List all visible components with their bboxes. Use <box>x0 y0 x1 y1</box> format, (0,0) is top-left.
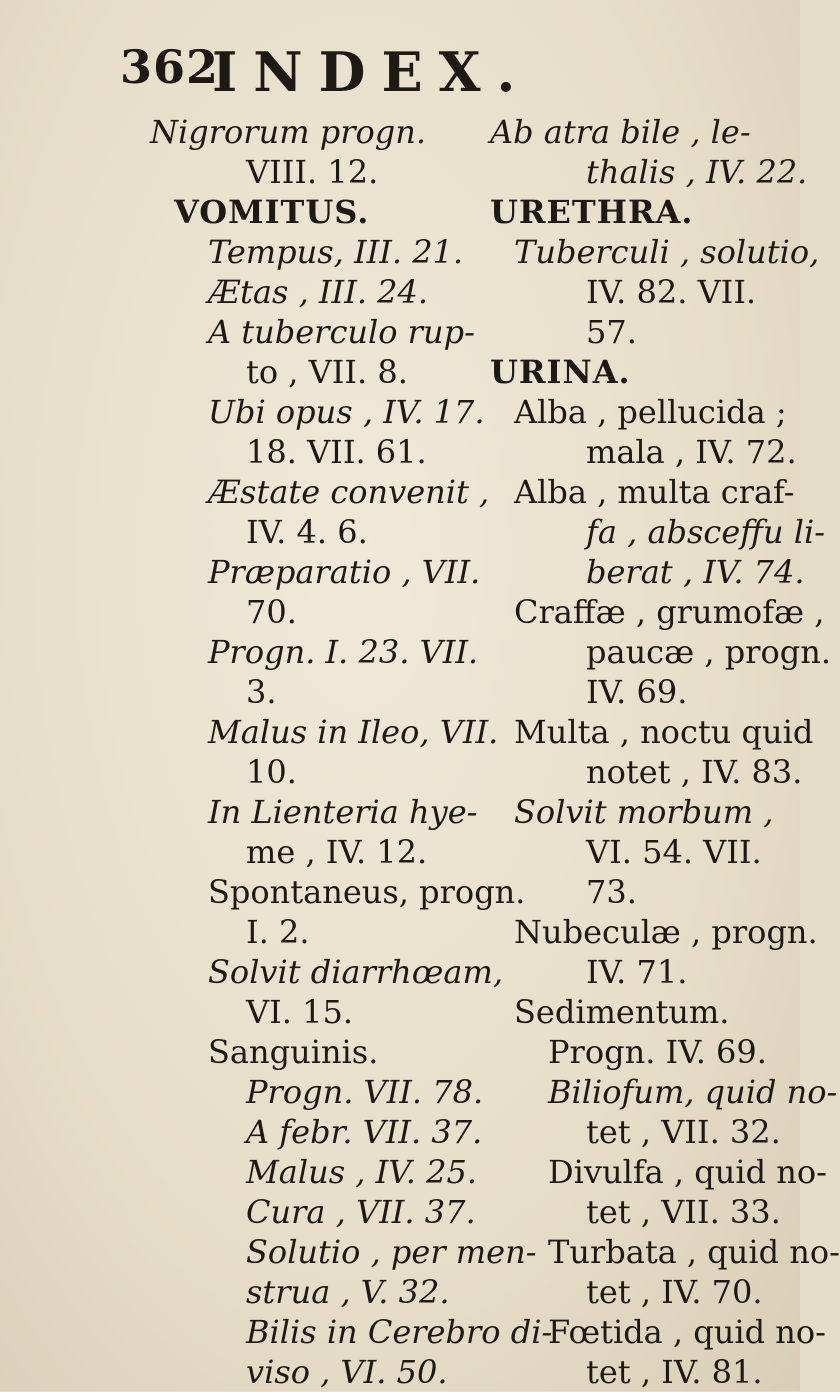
index-entry-line: tet , VII. 33. <box>586 1193 781 1231</box>
index-entry-line: Alba , multa craf- <box>514 473 795 511</box>
index-entry-line: Progn. IV. 69. <box>548 1033 767 1071</box>
index-entry-line: Spontaneus, progn. <box>208 873 526 911</box>
index-entry-line: Solutio , per men- <box>246 1233 537 1271</box>
index-entry-line: to , VII. 8. <box>246 353 408 391</box>
index-entry-line: Tuberculi , solutio, <box>514 233 820 271</box>
index-entry-line: tet , IV. 81. <box>586 1353 763 1391</box>
index-column-left <box>150 112 553 1392</box>
index-entry-line: notet , IV. 83. <box>586 753 803 791</box>
index-entry-line: Craffæ , grumofæ , <box>514 593 825 631</box>
index-entry-line: Tempus, III. 21. <box>208 233 464 271</box>
index-entry-line: Sanguinis. <box>208 1033 379 1071</box>
index-entry-line: Ubi opus , IV. 17. <box>208 393 485 431</box>
index-entry-line: Biliofum, quid no- <box>548 1073 838 1111</box>
running-title: INDEX. <box>212 40 532 104</box>
index-entry-line: VI. 54. VII. <box>586 833 762 871</box>
index-entry-line: tet , VII. 32. <box>586 1113 781 1151</box>
index-entry-line: IV. 69. <box>586 673 688 711</box>
page-number: 362 <box>120 40 220 94</box>
index-entry-line: Ab atra bile , le- <box>490 113 751 151</box>
index-entry-line: thalis , IV. 22. <box>586 153 808 191</box>
index-entry-line: Ætas , III. 24. <box>208 273 429 311</box>
index-entry-line: mala , IV. 72. <box>586 433 797 471</box>
index-entry-line: Progn. I. 23. VII. <box>208 633 479 671</box>
index-entry-line: Malus in Ileo, VII. <box>208 713 499 751</box>
index-entry-line: Cura , VII. 37. <box>246 1193 476 1231</box>
index-entry-line: Alba , pellucida ; <box>514 393 787 431</box>
index-entry-line: Progn. VII. 78. <box>246 1073 484 1111</box>
index-entry-line: Præparatio , VII. <box>208 553 481 591</box>
index-entry-line: Malus , IV. 25. <box>246 1153 478 1191</box>
index-entry-line: URETHRA. <box>490 193 694 231</box>
page-header <box>120 40 760 104</box>
index-entry-line: strua , V. 32. <box>246 1273 450 1311</box>
index-entry-line: A tuberculo rup- <box>208 313 475 351</box>
index-entry-line: 70. <box>246 593 297 631</box>
index-entry-line: fa , absceffu li- <box>586 513 826 551</box>
index-entry-line: Sedimentum. <box>514 993 730 1031</box>
index-entry-line: 10. <box>246 753 297 791</box>
index-entry-line: In Lienteria hye- <box>208 793 478 831</box>
index-entry-line: paucæ , progn. <box>586 633 831 671</box>
index-entry-line: VIII. 12. <box>246 153 379 191</box>
index-entry-line: 18. VII. 61. <box>246 433 427 471</box>
index-entry-line: IV. 82. VII. <box>586 273 757 311</box>
index-entry-line: 73. <box>586 873 637 911</box>
index-entry-line: Æstate convenit , <box>208 473 490 511</box>
index-entry-line: tet , IV. 70. <box>586 1273 763 1311</box>
index-entry-line: Bilis in Cerebro di- <box>246 1313 553 1351</box>
index-entry-line: berat , IV. 74. <box>586 553 805 591</box>
index-entry-line: Solvit morbum , <box>514 793 774 831</box>
index-entry-line: Nubeculæ , progn. <box>514 913 818 951</box>
index-entry-line: Divulfa , quid no- <box>548 1153 827 1191</box>
index-column-right <box>490 112 840 1392</box>
index-entry-line: A febr. VII. 37. <box>246 1113 483 1151</box>
index-entry-line: Multa , noctu quid <box>514 713 814 751</box>
index-entry-line: URINA. <box>490 353 631 391</box>
index-entry-line: VOMITUS. <box>174 193 370 231</box>
index-entry-line: Solvit diarrhœam, <box>208 953 503 991</box>
index-entry-line: Nigrorum progn. <box>150 113 427 151</box>
index-entry-line: VI. 15. <box>246 993 353 1031</box>
index-entry-line: Fœtida , quid no- <box>548 1313 826 1351</box>
index-entry-line: 57. <box>586 313 637 351</box>
index-entry-line: me , IV. 12. <box>246 833 428 871</box>
index-entry-line: IV. 71. <box>586 953 688 991</box>
index-entry-line: I. 2. <box>246 913 310 951</box>
index-entry-line: viso , VI. 50. <box>246 1353 448 1391</box>
index-entry-line: 3. <box>246 673 277 711</box>
index-entry-line: Turbata , quid no- <box>548 1233 840 1271</box>
index-entry-line: IV. 4. 6. <box>246 513 368 551</box>
